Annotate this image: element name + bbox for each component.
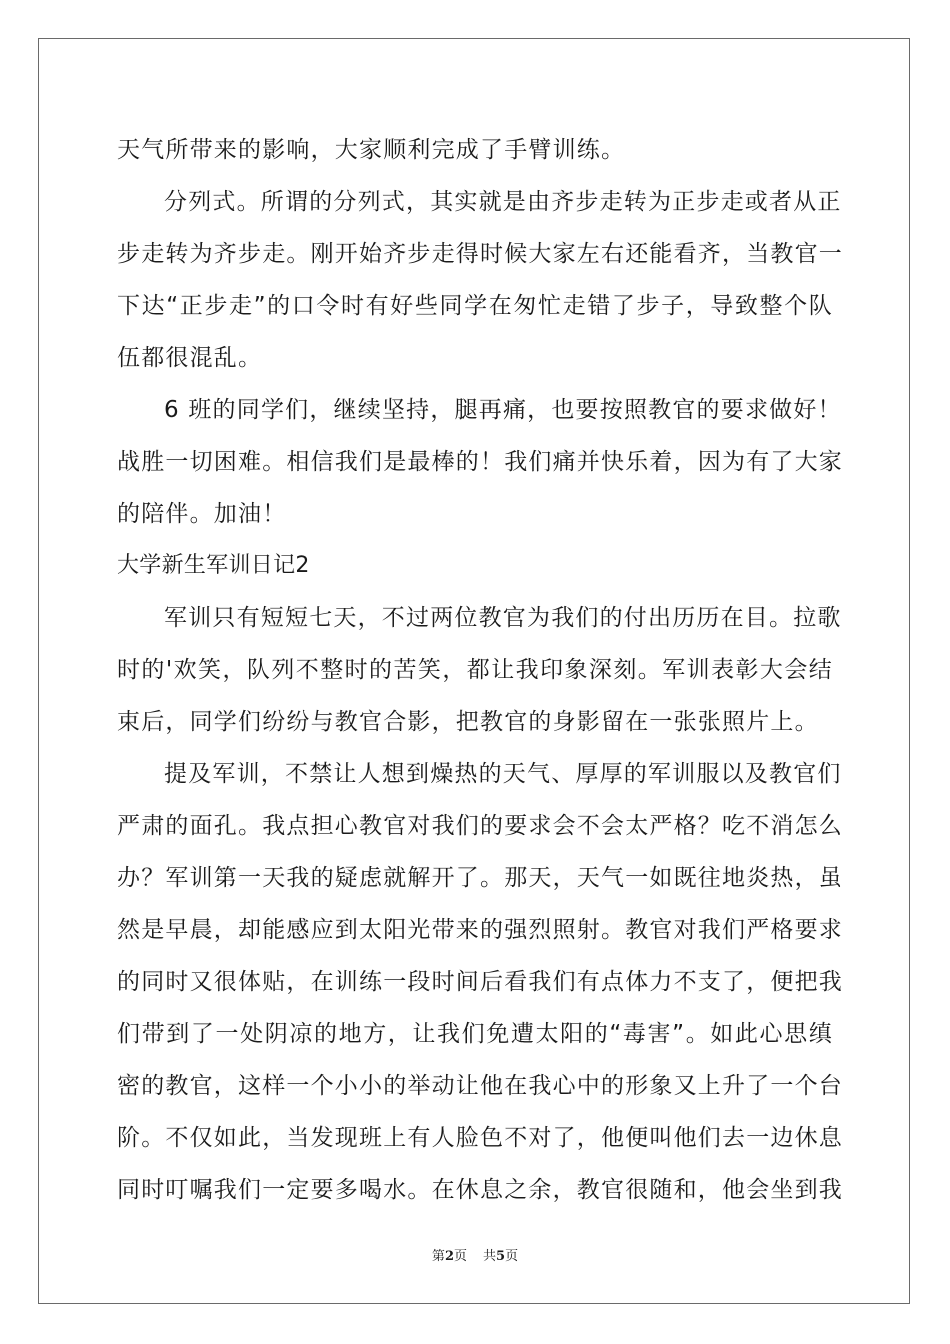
text-line: 然是早晨，却能感应到太阳光带来的强烈照射。教官对我们严格要求 (117, 917, 843, 943)
text-line: 时的'欢笑，队列不整时的苦笑，都让我印象深刻。军训表彰大会结 (117, 657, 833, 683)
text-line: 的陪伴。加油！ (117, 501, 287, 527)
page-number-prefix: 第 (431, 1249, 445, 1264)
text-line: 同时叮嘱我们一定要多喝水。在休息之余，教官很随和，他会坐到我 (117, 1177, 843, 1203)
text-line: 们带到了一处阴凉的地方，让我们免遭太阳的“毒害”。如此心思缜 (117, 1021, 833, 1047)
page-number-suffix: 页 (453, 1249, 467, 1264)
page-footer (0, 1245, 950, 1264)
text-line: 阶。不仅如此，当发现班上有人脸色不对了，他便叫他们去一边休息 (117, 1125, 843, 1151)
total-pages-suffix: 页 (505, 1249, 519, 1264)
document-body (117, 124, 843, 1216)
paragraph-start-line: 6 班的同学们，继续坚持，腿再痛，也要按照教官的要求做好！ (164, 397, 842, 423)
text-line: 伍都很混乱。 (117, 345, 263, 371)
text-line: 步走转为齐步走。刚开始齐步走得时候大家左右还能看齐，当教官一 (117, 241, 843, 267)
text-line: 严肃的面孔。我点担心教官对我们的要求会不会太严格？吃不消怎么 (117, 813, 843, 839)
text-line: 战胜一切困难。相信我们是最棒的！我们痛并快乐着，因为有了大家 (117, 449, 843, 475)
text-line: 天气所带来的影响，大家顺利完成了手臂训练。 (117, 137, 626, 163)
text-line: 的同时又很体贴，在训练一段时间后看我们有点体力不支了，便把我 (117, 969, 843, 995)
paragraph-start-line: 提及军训，不禁让人想到燥热的天气、厚厚的军训服以及教官们 (164, 761, 842, 787)
paragraph-start-line: 军训只有短短七天，不过两位教官为我们的付出历历在目。拉歌 (164, 605, 842, 631)
text-line: 下达“正步走”的口令时有好些同学在匆忙走错了步子，导致整个队 (117, 293, 833, 319)
current-page-number: 2 (444, 1249, 454, 1264)
total-pages-number: 5 (496, 1249, 506, 1264)
text-line: 束后，同学们纷纷与教官合影，把教官的身影留在一张张照片上。 (117, 709, 819, 735)
paragraph-start-line: 分列式。所谓的分列式，其实就是由齐步走转为正步走或者从正 (164, 189, 842, 215)
text-line: 密的教官，这样一个小小的举动让他在我心中的形象又上升了一个台 (117, 1073, 843, 1099)
text-line: 办？军训第一天我的疑虑就解开了。那天，天气一如既往地炎热，虽 (117, 865, 843, 891)
section-heading: 大学新生军训日记2 (117, 553, 310, 578)
total-pages-prefix: 共 (483, 1249, 497, 1264)
